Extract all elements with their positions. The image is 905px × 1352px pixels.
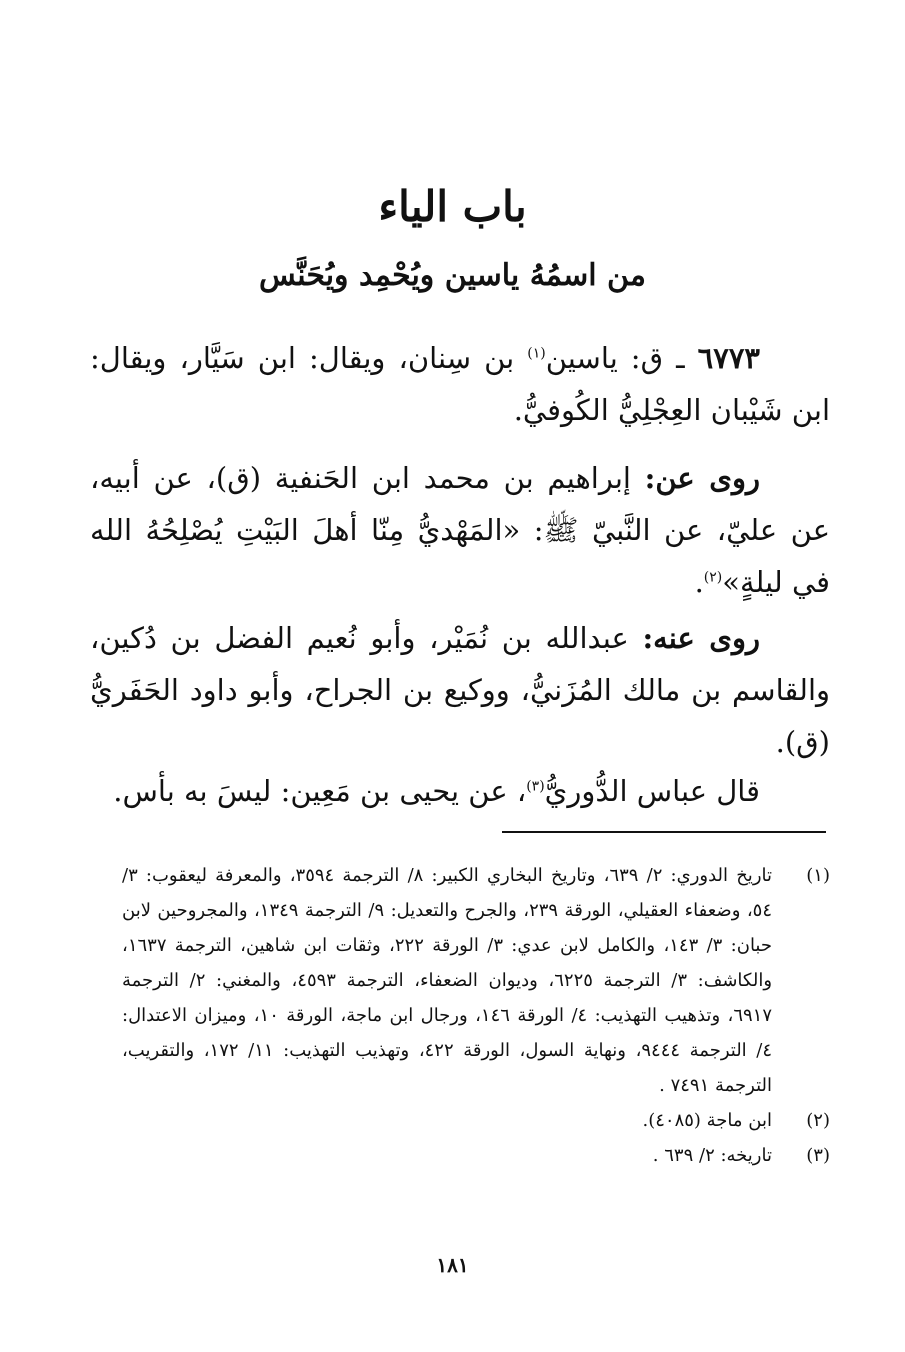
entry-number: ٦٧٧٣: [697, 341, 760, 375]
narrated-by-paragraph: [90, 612, 830, 768]
footnote-ref-1: (١): [527, 345, 546, 362]
footnote-number: (١): [806, 865, 830, 886]
entry-text-a: ـ ق: ياسين: [545, 341, 698, 375]
narrated-by-text: عبدالله بن نُمَيْر، وأبو نُعيم الفضل بن دُكين، والقاسم بن مالك المُزَنيُّ، ووكيع بن الجراح، وأبو داود الحَفَريُّ (ق).: [90, 621, 831, 759]
footnote-number: (٢): [806, 1110, 830, 1131]
footnote-ref-2: (٢): [703, 569, 723, 586]
footnote-item: [122, 858, 830, 1103]
section-title: من اسمُهُ ياسين ويُحْمِد ويُحَنَّس: [259, 258, 646, 293]
footnote-divider: [502, 831, 826, 833]
statement-text-b: ، عن يحيى بن مَعِين: ليسَ به بأس.: [113, 774, 527, 808]
footnote-item: [122, 1138, 830, 1173]
narrated-from-label: روى عن:: [644, 461, 761, 495]
footnote-text: تاريخه: ٢/ ٦٣٩ .: [652, 1145, 772, 1166]
entry-text-b: بن سِنان، ويقال: ابن سَيَّار، ويقال: ابن شَيْبان العِجْلِيُّ الكُوفيُّ.: [90, 341, 830, 427]
footnote-text: ابن ماجة (٤٠٨٥).: [642, 1110, 772, 1131]
footnote-text: تاريخ الدوري: ٢/ ٦٣٩، وتاريخ البخاري الكبير: ٨/ الترجمة ٣٥٩٤، والمعرفة ليعقوب: ٣/ ٥٤، وضعفاء العقيلي، الورقة ٢٣٩، والجرح والتعديل: ٩/ الترجمة ١٣٤٩، والمجروحين لابن حبان: ٣/ ١٤٣، والكامل لابن عدي: ٣/ الورقة ٢٢٢، وثقات ابن شاهين، الترجمة ١٦٣٧، والكاشف: ٣/ الترجمة ٦٢٢٥، وديوان الضعفاء، الترجمة ٤٥٩٣، والمغني: ٢/ الترجمة ٦٩١٧، وتذهيب التهذيب: ٤/ الورقة ١٤٦، ورجال ابن ماجة، الورقة ١٠، وميزان الاعتدال: ٤/ الترجمة ٩٤٤٤، ونهاية السول، الورقة ٤٢٢، وتهذيب التهذيب: ١١/ ١٧٢، والتقريب، الترجمة ٧٤٩١ .: [122, 865, 773, 1096]
narrated-from-text-b: .: [694, 565, 704, 599]
entry-paragraph: [90, 332, 830, 436]
footnote-number: (٣): [806, 1145, 830, 1166]
narrated-from-paragraph: [90, 452, 830, 608]
narrated-from-text-a: إبراهيم بن محمد ابن الحَنفية (ق)، عن أبيه، عن عليّ، عن النَّبيّ ﷺ: «المَهْديُّ مِنّا أهلَ البَيْتِ يُصْلِحُهُ الله في ليلةٍ»: [90, 461, 830, 599]
page-number: ١٨١: [436, 1253, 469, 1277]
statement-text-a: قال عباس الدُّوريُّ: [544, 774, 760, 808]
footnote-item: [122, 1103, 830, 1138]
chapter-title: باب الياء: [378, 182, 527, 231]
narrated-by-label: روى عنه:: [642, 621, 760, 655]
footnotes: [122, 858, 830, 1173]
statement-paragraph: [90, 765, 830, 817]
footnote-ref-3: (٣): [526, 778, 545, 795]
